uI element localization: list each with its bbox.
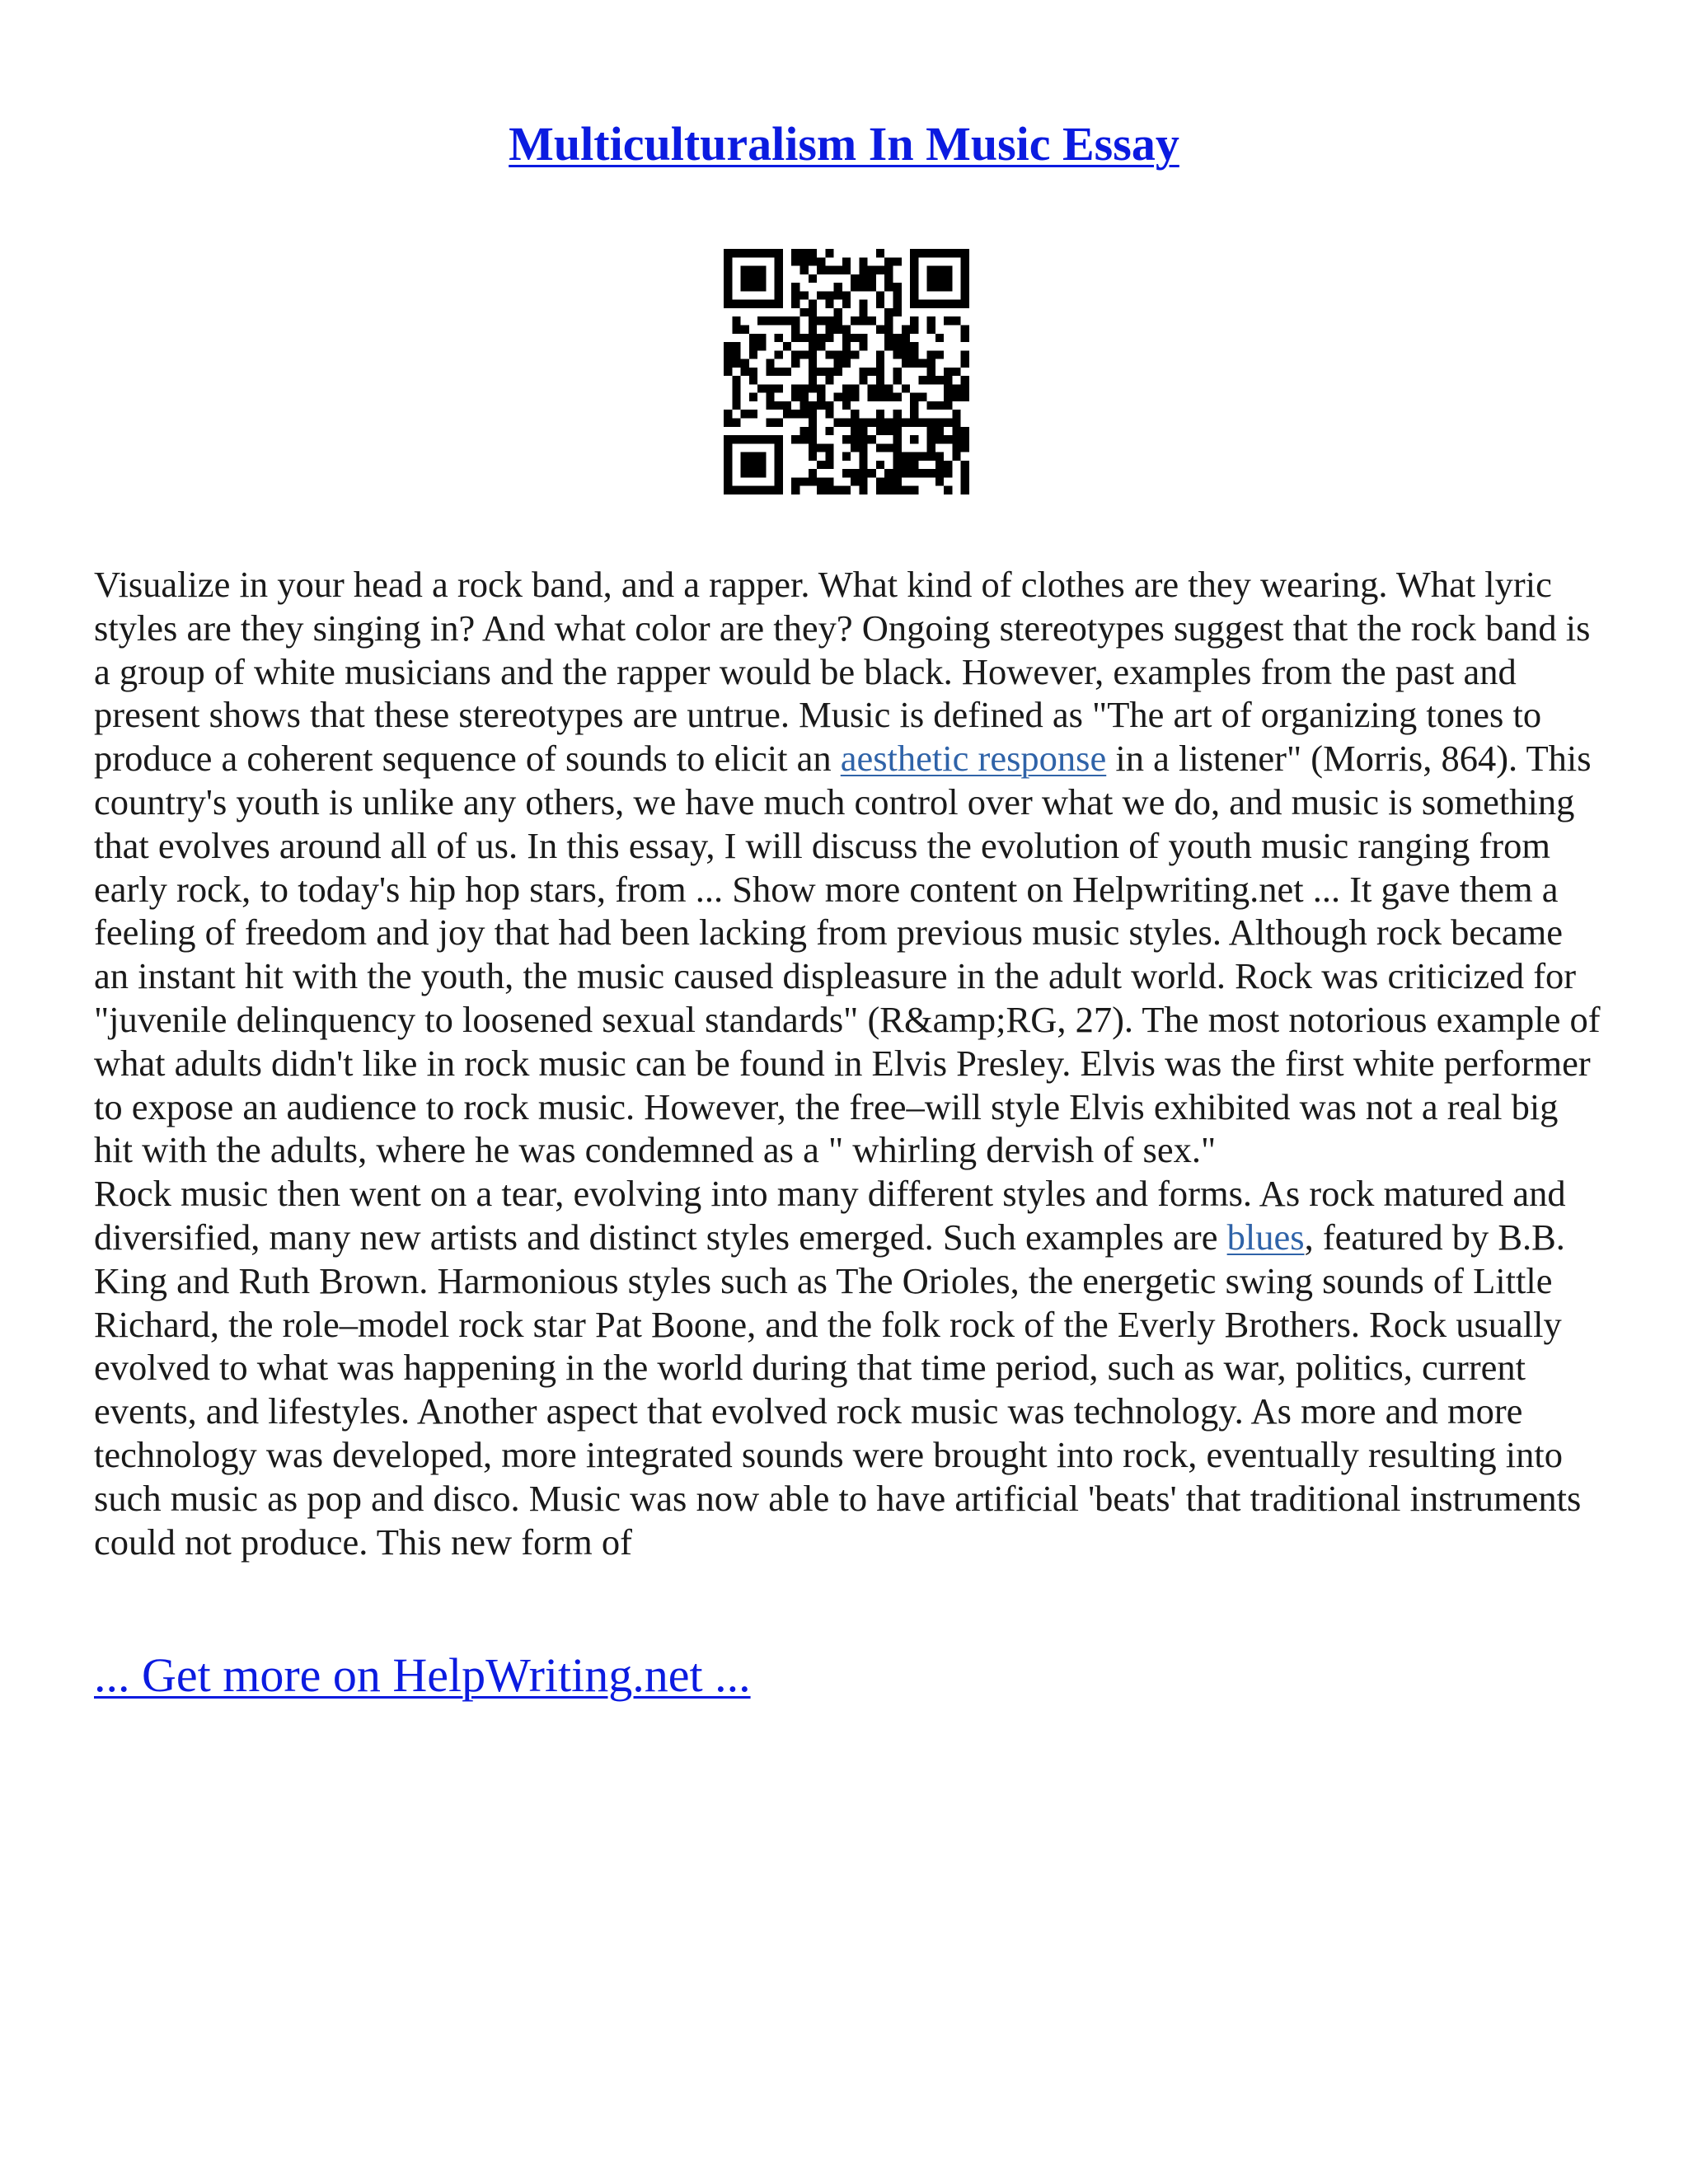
get-more-section	[94, 1647, 751, 1704]
essay-paragraph-1	[94, 563, 1602, 1172]
paragraph-2-text-b: , featured by B.B. King and Ruth Brown. Harmonious styles such as The Orioles, the energetic swing sounds of Little Richard, the role–model rock star Pat Boone, and the folk rock of the Everly Brothers. Rock usually evolved to what was happening in the world during that time period, such as war, politics, current events, and lifestyles. Another aspect that evolved rock music was technology. As more and more technology was developed, more integrated sounds were brought into rock, eventually resulting into such music as pop and disco. Music was now able to have artificial 'beats' that traditional instruments could not produce. This new form of	[94, 1216, 1582, 1563]
get-more-link[interactable]: ... Get more on HelpWriting.net ...	[94, 1648, 751, 1702]
blues-link[interactable]: blues	[1226, 1216, 1305, 1258]
essay-paragraph-2	[94, 1172, 1602, 1563]
page-title	[0, 115, 1688, 173]
essay-body	[94, 563, 1602, 1563]
aesthetic-response-link[interactable]: aesthetic response	[840, 738, 1107, 780]
title-link[interactable]: Multiculturalism In Music Essay	[509, 117, 1179, 171]
paragraph-2-text-a: Rock music then went on a tear, evolving into many different styles and forms. As rock matured and diversified, many new artists and distinct styles emerged. Such examples are	[94, 1173, 1566, 1258]
paragraph-1-text-b: in a listener" (Morris, 864). This country's youth is unlike any others, we have much control over what we do, and music is something that evolves around all of us. In this essay, I will discuss the evolution of youth music ranging from early rock, to today's hip hop stars, from ... Show more content on Helpwriting.net ... It gave them a feeling of freedom and joy that had been lacking from previous music styles. Although rock became an instant hit with the youth, the music caused displeasure in the adult world. Rock was criticized for "juvenile delinquency to loosened sexual standards" (R&amp;RG, 27). The most notorious example of what adults didn't like in rock music can be found in Elvis Presley. Elvis was the first white performer to expose an audience to rock music. However, the free–will style Elvis exhibited was not a real big hit with the adults, where he was condemned as a " whirling dervish of sex."	[94, 738, 1601, 1171]
qr-code-icon	[724, 249, 969, 494]
paragraph-1-text-a: Visualize in your head a rock band, and a rapper. What kind of clothes are they wearing. What lyric styles are they singing in? And what color are they? Ongoing stereotypes suggest that the rock band is a group of white musicians and the rapper would be black. However, examples from the past and present shows that these stereotypes are untrue. Music is defined as "The art of organizing tones to produce a coherent sequence of sounds to elicit an	[94, 564, 1591, 780]
